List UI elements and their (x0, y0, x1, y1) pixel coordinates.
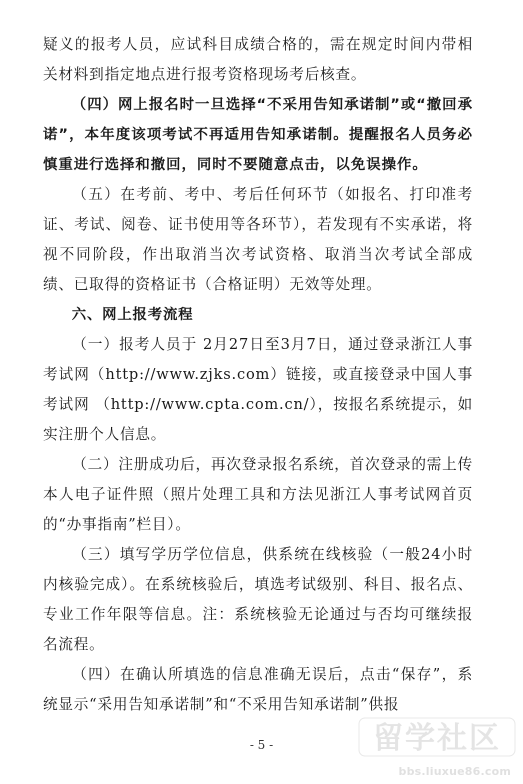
document-body (43, 30, 473, 720)
paragraph-step-upload-photo: （二）注册成功后，再次登录报名系统，首次登录的需上传本人电子证件照（照片处理工具和方法见浙江人事考试网首页的“办事指南”栏目）。 (43, 456, 473, 533)
paragraph-step-register: （一）报考人员于 2月27日至3月7日，通过登录浙江人事考试网（http://www.zjks.com）链接，或直接登录中国人事考试网 （http://www.cpta.com.cn/），按报名系统提示，如实注册个人信息。 (43, 336, 473, 443)
section-heading-online-registration: 六、网上报考流程 (71, 307, 194, 323)
watermark (357, 714, 517, 778)
paragraph-step-education-info: （三）填写学历学位信息，供系统在线核验（一般24小时内核验完成）。在系统核验后，填选考试级别、科目、报名点、专业工作年限等信息。注：系统核验无论通过与否均可继续报名流程。 (43, 546, 473, 653)
svg-text:留学社区: 留学社区 (373, 721, 501, 756)
paragraph-false-commitment: （五）在考前、考中、考后任何环节（如报名、打印准考证、考试、阅卷、证书使用等各环节），若发现有不实承诺，将视不同阶段，作出取消当次考试资格、取消当次考试全部成绩、已取得的资格证书（合格证明）无效等处理。 (43, 186, 473, 293)
paragraph-continuation: 疑义的报考人员，应试科目成绩合格的，需在规定时间内带相关材料到指定地点进行报考资格现场考后核查。 (43, 36, 473, 83)
watermark-url: bbs.liuxue86.com (398, 765, 511, 778)
paragraph-commitment-warning: （四）网上报名时一旦选择“不采用告知承诺制”或“撤回承诺”，本年度该项考试不再适用告知承诺制。提醒报名人员务必慎重进行选择和撤回，同时不要随意点击，以免误操作。 (43, 97, 473, 173)
paragraph-step-save: （四）在确认所填选的信息准确无误后，点击“保存”，系统显示“采用告知承诺制”和“不采用告知承诺制”供报 (43, 666, 473, 713)
page-number: - 5 - (249, 738, 274, 752)
watermark-logo (357, 714, 517, 760)
